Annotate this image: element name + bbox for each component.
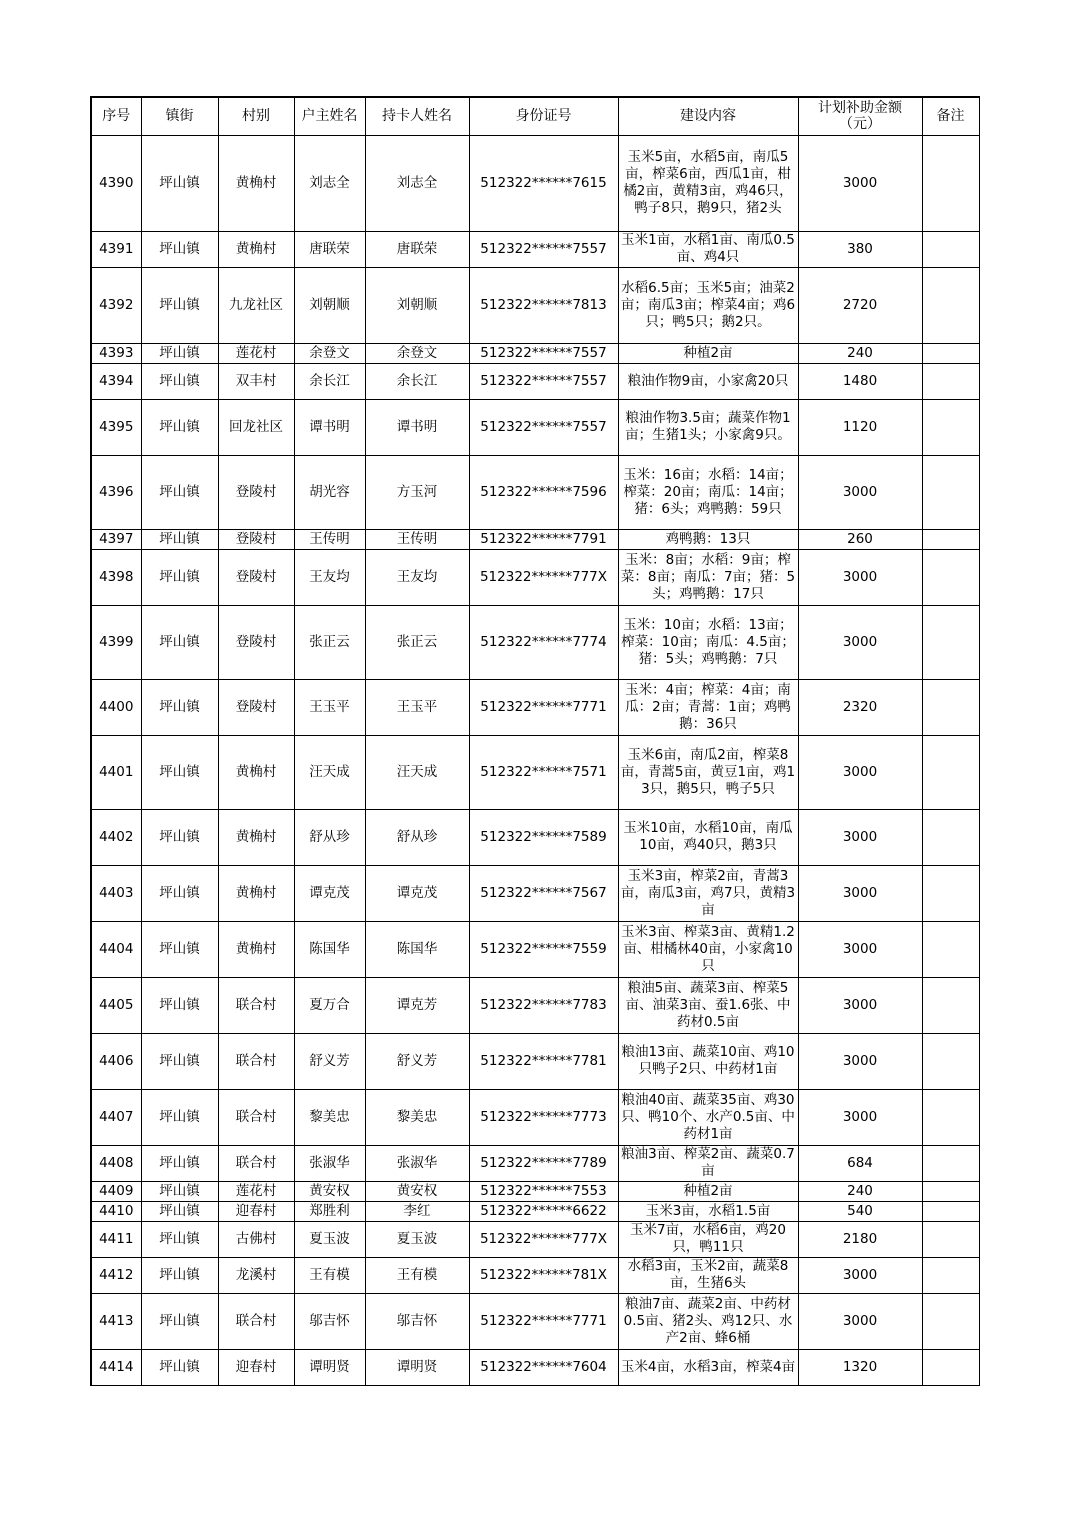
cell-note — [922, 231, 979, 267]
cell-village: 黄桷村 — [218, 135, 294, 231]
cell-content: 玉米4亩，水稻3亩，榨菜4亩 — [618, 1349, 798, 1385]
header-note: 备注 — [922, 97, 979, 135]
cell-content: 玉米1亩，水稻1亩、南瓜0.5亩、鸡4只 — [618, 231, 798, 267]
cell-household-head: 王友均 — [294, 549, 365, 605]
cell-household-head: 邬吉怀 — [294, 1293, 365, 1349]
cell-amount: 540 — [798, 1201, 922, 1221]
cell-village: 黄桷村 — [218, 809, 294, 865]
header-card-holder: 持卡人姓名 — [365, 97, 469, 135]
table-row — [91, 1349, 979, 1385]
cell-household-head: 谭克茂 — [294, 865, 365, 921]
cell-no: 4395 — [91, 399, 141, 455]
cell-village: 登陵村 — [218, 455, 294, 529]
cell-amount: 3000 — [798, 135, 922, 231]
cell-id-number: 512322******7589 — [469, 809, 618, 865]
table-row — [91, 549, 979, 605]
cell-no: 4396 — [91, 455, 141, 529]
cell-town: 坪山镇 — [141, 1257, 218, 1293]
cell-amount: 3000 — [798, 1089, 922, 1145]
cell-content: 玉米3亩，榨菜2亩，青蒿3亩，南瓜3亩，鸡7只，黄精3亩 — [618, 865, 798, 921]
cell-note — [922, 1349, 979, 1385]
cell-content: 种植2亩 — [618, 1181, 798, 1201]
cell-household-head: 舒从珍 — [294, 809, 365, 865]
cell-note — [922, 343, 979, 363]
cell-amount: 3000 — [798, 921, 922, 977]
cell-village: 黄桷村 — [218, 921, 294, 977]
cell-card-holder: 刘志全 — [365, 135, 469, 231]
cell-town: 坪山镇 — [141, 977, 218, 1033]
cell-no: 4412 — [91, 1257, 141, 1293]
cell-note — [922, 135, 979, 231]
cell-village: 登陵村 — [218, 529, 294, 549]
cell-note — [922, 1089, 979, 1145]
table-row — [91, 1145, 979, 1181]
cell-amount: 1120 — [798, 399, 922, 455]
cell-town: 坪山镇 — [141, 343, 218, 363]
cell-id-number: 512322******7553 — [469, 1181, 618, 1201]
cell-id-number: 512322******6622 — [469, 1201, 618, 1221]
cell-content: 玉米：8亩；水稻：9亩；榨菜：8亩；南瓜：7亩；猪：5头；鸡鸭鹅：17只 — [618, 549, 798, 605]
cell-village: 联合村 — [218, 1145, 294, 1181]
table-row — [91, 231, 979, 267]
cell-no: 4399 — [91, 605, 141, 679]
cell-village: 黄桷村 — [218, 231, 294, 267]
header-id-number: 身份证号 — [469, 97, 618, 135]
cell-id-number: 512322******7567 — [469, 865, 618, 921]
cell-household-head: 刘朝顺 — [294, 267, 365, 343]
cell-town: 坪山镇 — [141, 865, 218, 921]
cell-note — [922, 1033, 979, 1089]
cell-household-head: 夏玉波 — [294, 1221, 365, 1257]
cell-no: 4394 — [91, 363, 141, 399]
cell-no: 4402 — [91, 809, 141, 865]
cell-card-holder: 王传明 — [365, 529, 469, 549]
cell-amount: 3000 — [798, 809, 922, 865]
cell-village: 联合村 — [218, 1293, 294, 1349]
cell-amount: 3000 — [798, 735, 922, 809]
cell-id-number: 512322******7791 — [469, 529, 618, 549]
cell-note — [922, 921, 979, 977]
cell-town: 坪山镇 — [141, 267, 218, 343]
header-row — [91, 97, 979, 135]
cell-town: 坪山镇 — [141, 135, 218, 231]
cell-town: 坪山镇 — [141, 1349, 218, 1385]
cell-amount: 3000 — [798, 865, 922, 921]
cell-id-number: 512322******7559 — [469, 921, 618, 977]
cell-card-holder: 谭克茂 — [365, 865, 469, 921]
cell-id-number: 512322******7773 — [469, 1089, 618, 1145]
header-household-head: 户主姓名 — [294, 97, 365, 135]
table-row — [91, 363, 979, 399]
cell-content: 玉米3亩，水稻1.5亩 — [618, 1201, 798, 1221]
cell-note — [922, 977, 979, 1033]
cell-amount: 1480 — [798, 363, 922, 399]
table-row — [91, 1201, 979, 1221]
cell-card-holder: 王玉平 — [365, 679, 469, 735]
cell-id-number: 512322******777X — [469, 1221, 618, 1257]
table-row — [91, 1089, 979, 1145]
cell-town: 坪山镇 — [141, 1033, 218, 1089]
cell-content: 玉米：16亩；水稻：14亩；榨菜：20亩；南瓜：14亩；猪：6头；鸡鸭鹅：59只 — [618, 455, 798, 529]
table-row — [91, 865, 979, 921]
cell-no: 4413 — [91, 1293, 141, 1349]
table-row — [91, 1033, 979, 1089]
cell-content: 水稻3亩，玉米2亩，蔬菜8亩，生猪6头 — [618, 1257, 798, 1293]
cell-id-number: 512322******781X — [469, 1257, 618, 1293]
cell-amount: 2180 — [798, 1221, 922, 1257]
cell-household-head: 王玉平 — [294, 679, 365, 735]
cell-amount: 2320 — [798, 679, 922, 735]
cell-id-number: 512322******7774 — [469, 605, 618, 679]
cell-note — [922, 455, 979, 529]
cell-card-holder: 王有模 — [365, 1257, 469, 1293]
cell-id-number: 512322******777X — [469, 549, 618, 605]
table-row — [91, 1221, 979, 1257]
cell-amount: 2720 — [798, 267, 922, 343]
cell-town: 坪山镇 — [141, 231, 218, 267]
cell-household-head: 胡光容 — [294, 455, 365, 529]
cell-household-head: 余长江 — [294, 363, 365, 399]
cell-id-number: 512322******7557 — [469, 231, 618, 267]
cell-town: 坪山镇 — [141, 1293, 218, 1349]
cell-card-holder: 舒从珍 — [365, 809, 469, 865]
cell-no: 4414 — [91, 1349, 141, 1385]
cell-id-number: 512322******7789 — [469, 1145, 618, 1181]
cell-amount: 3000 — [798, 1257, 922, 1293]
cell-card-holder: 唐联荣 — [365, 231, 469, 267]
cell-card-holder: 舒义芳 — [365, 1033, 469, 1089]
cell-amount: 3000 — [798, 977, 922, 1033]
cell-amount: 1320 — [798, 1349, 922, 1385]
cell-no: 4397 — [91, 529, 141, 549]
cell-note — [922, 605, 979, 679]
cell-village: 回龙社区 — [218, 399, 294, 455]
cell-no: 4390 — [91, 135, 141, 231]
cell-town: 坪山镇 — [141, 399, 218, 455]
cell-village: 联合村 — [218, 1089, 294, 1145]
cell-no: 4401 — [91, 735, 141, 809]
cell-household-head: 唐联荣 — [294, 231, 365, 267]
cell-content: 玉米7亩，水稻6亩，鸡20只，鸭11只 — [618, 1221, 798, 1257]
cell-content: 粮油作物3.5亩；蔬菜作物1亩；生猪1头；小家禽9只。 — [618, 399, 798, 455]
cell-note — [922, 865, 979, 921]
cell-card-holder: 张正云 — [365, 605, 469, 679]
cell-amount: 260 — [798, 529, 922, 549]
cell-village: 登陵村 — [218, 549, 294, 605]
cell-town: 坪山镇 — [141, 1181, 218, 1201]
cell-village: 古佛村 — [218, 1221, 294, 1257]
table-row — [91, 135, 979, 231]
cell-content: 玉米5亩，水稻5亩，南瓜5亩，榨菜6亩，西瓜1亩，柑橘2亩，黄精3亩，鸡46只，鸭子8只，鹅9只，猪2头 — [618, 135, 798, 231]
cell-amount: 240 — [798, 343, 922, 363]
cell-town: 坪山镇 — [141, 455, 218, 529]
cell-town: 坪山镇 — [141, 1221, 218, 1257]
cell-no: 4391 — [91, 231, 141, 267]
cell-town: 坪山镇 — [141, 679, 218, 735]
cell-card-holder: 余登文 — [365, 343, 469, 363]
cell-household-head: 谭书明 — [294, 399, 365, 455]
cell-town: 坪山镇 — [141, 1089, 218, 1145]
table-row — [91, 267, 979, 343]
cell-no: 4393 — [91, 343, 141, 363]
cell-content: 粮油3亩、榨菜2亩、蔬菜0.7亩 — [618, 1145, 798, 1181]
cell-household-head: 舒义芳 — [294, 1033, 365, 1089]
cell-id-number: 512322******7604 — [469, 1349, 618, 1385]
cell-village: 黄桷村 — [218, 735, 294, 809]
table-row — [91, 679, 979, 735]
header-town: 镇街 — [141, 97, 218, 135]
cell-note — [922, 1201, 979, 1221]
cell-village: 联合村 — [218, 977, 294, 1033]
cell-card-holder: 陈国华 — [365, 921, 469, 977]
cell-id-number: 512322******7557 — [469, 399, 618, 455]
cell-id-number: 512322******7615 — [469, 135, 618, 231]
cell-card-holder: 余长江 — [365, 363, 469, 399]
cell-amount: 3000 — [798, 605, 922, 679]
cell-card-holder: 刘朝顺 — [365, 267, 469, 343]
cell-note — [922, 267, 979, 343]
cell-household-head: 张淑华 — [294, 1145, 365, 1181]
cell-content: 粮油作物9亩，小家禽20只 — [618, 363, 798, 399]
cell-no: 4398 — [91, 549, 141, 605]
cell-village: 迎春村 — [218, 1349, 294, 1385]
cell-no: 4405 — [91, 977, 141, 1033]
cell-village: 双丰村 — [218, 363, 294, 399]
cell-village: 莲花村 — [218, 343, 294, 363]
cell-amount: 3000 — [798, 1293, 922, 1349]
cell-card-holder: 黄安权 — [365, 1181, 469, 1201]
header-amount: 计划补助金额（元） — [798, 97, 922, 135]
cell-content: 玉米10亩，水稻10亩，南瓜10亩，鸡40只，鹅3只 — [618, 809, 798, 865]
cell-note — [922, 549, 979, 605]
cell-id-number: 512322******7771 — [469, 1293, 618, 1349]
cell-id-number: 512322******7813 — [469, 267, 618, 343]
cell-card-holder: 张淑华 — [365, 1145, 469, 1181]
cell-village: 登陵村 — [218, 679, 294, 735]
cell-town: 坪山镇 — [141, 529, 218, 549]
cell-id-number: 512322******7783 — [469, 977, 618, 1033]
cell-village: 黄桷村 — [218, 865, 294, 921]
cell-id-number: 512322******7781 — [469, 1033, 618, 1089]
cell-no: 4404 — [91, 921, 141, 977]
cell-note — [922, 529, 979, 549]
cell-id-number: 512322******7557 — [469, 363, 618, 399]
cell-note — [922, 679, 979, 735]
cell-town: 坪山镇 — [141, 1145, 218, 1181]
cell-id-number: 512322******7771 — [469, 679, 618, 735]
cell-household-head: 汪天成 — [294, 735, 365, 809]
cell-household-head: 郑胜利 — [294, 1201, 365, 1221]
cell-household-head: 王传明 — [294, 529, 365, 549]
cell-village: 龙溪村 — [218, 1257, 294, 1293]
cell-town: 坪山镇 — [141, 549, 218, 605]
cell-id-number: 512322******7596 — [469, 455, 618, 529]
cell-village: 登陵村 — [218, 605, 294, 679]
cell-content: 粮油13亩、蔬菜10亩、鸡10只鸭子2只、中药材1亩 — [618, 1033, 798, 1089]
cell-content: 玉米6亩，南瓜2亩，榨菜8亩，青蒿5亩，黄豆1亩，鸡13只，鹅5只，鸭子5只 — [618, 735, 798, 809]
table-row — [91, 605, 979, 679]
cell-note — [922, 1181, 979, 1201]
cell-card-holder: 方玉河 — [365, 455, 469, 529]
table-row — [91, 977, 979, 1033]
table-row — [91, 735, 979, 809]
cell-card-holder: 李红 — [365, 1201, 469, 1221]
cell-no: 4409 — [91, 1181, 141, 1201]
cell-no: 4406 — [91, 1033, 141, 1089]
cell-content: 水稻6.5亩；玉米5亩；油菜2亩；南瓜3亩；榨菜4亩；鸡6只；鸭5只；鹅2只。 — [618, 267, 798, 343]
cell-household-head: 黄安权 — [294, 1181, 365, 1201]
cell-household-head: 谭明贤 — [294, 1349, 365, 1385]
cell-card-holder: 谭书明 — [365, 399, 469, 455]
cell-card-holder: 邬吉怀 — [365, 1293, 469, 1349]
cell-household-head: 王有模 — [294, 1257, 365, 1293]
cell-card-holder: 汪天成 — [365, 735, 469, 809]
cell-note — [922, 735, 979, 809]
cell-amount: 3000 — [798, 1033, 922, 1089]
cell-note — [922, 399, 979, 455]
cell-amount: 684 — [798, 1145, 922, 1181]
cell-card-holder: 谭明贤 — [365, 1349, 469, 1385]
cell-no: 4400 — [91, 679, 141, 735]
cell-content: 玉米：4亩；榨菜：4亩；南瓜：2亩；青蒿：1亩；鸡鸭鹅：36只 — [618, 679, 798, 735]
cell-village: 九龙社区 — [218, 267, 294, 343]
cell-card-holder: 夏玉波 — [365, 1221, 469, 1257]
cell-town: 坪山镇 — [141, 1201, 218, 1221]
table-row — [91, 399, 979, 455]
cell-note — [922, 363, 979, 399]
cell-town: 坪山镇 — [141, 809, 218, 865]
table-row — [91, 529, 979, 549]
cell-content: 种植2亩 — [618, 343, 798, 363]
subsidy-table — [90, 96, 980, 1386]
table-row — [91, 455, 979, 529]
table-row — [91, 1181, 979, 1201]
cell-note — [922, 1257, 979, 1293]
cell-amount: 3000 — [798, 455, 922, 529]
cell-content: 玉米3亩、榨菜3亩、黄精1.2亩、柑橘林40亩，小家禽10只 — [618, 921, 798, 977]
cell-content: 鸡鸭鹅：13只 — [618, 529, 798, 549]
header-village: 村别 — [218, 97, 294, 135]
cell-town: 坪山镇 — [141, 921, 218, 977]
cell-town: 坪山镇 — [141, 363, 218, 399]
cell-card-holder: 谭克芳 — [365, 977, 469, 1033]
cell-content: 粮油7亩、蔬菜2亩、中药材0.5亩、猪2头、鸡12只、水产2亩、蜂6桶 — [618, 1293, 798, 1349]
table-row — [91, 343, 979, 363]
cell-village: 联合村 — [218, 1033, 294, 1089]
cell-no: 4411 — [91, 1221, 141, 1257]
cell-village: 迎春村 — [218, 1201, 294, 1221]
cell-id-number: 512322******7571 — [469, 735, 618, 809]
cell-town: 坪山镇 — [141, 735, 218, 809]
cell-id-number: 512322******7557 — [469, 343, 618, 363]
cell-village: 莲花村 — [218, 1181, 294, 1201]
cell-amount: 380 — [798, 231, 922, 267]
header-no: 序号 — [91, 97, 141, 135]
header-content: 建设内容 — [618, 97, 798, 135]
cell-note — [922, 809, 979, 865]
cell-household-head: 黎美忠 — [294, 1089, 365, 1145]
cell-household-head: 刘志全 — [294, 135, 365, 231]
cell-note — [922, 1221, 979, 1257]
cell-town: 坪山镇 — [141, 605, 218, 679]
cell-content: 粮油40亩、蔬菜35亩、鸡30只、鸭10个、水产0.5亩、中药材1亩 — [618, 1089, 798, 1145]
cell-household-head: 陈国华 — [294, 921, 365, 977]
cell-content: 粮油5亩、蔬菜3亩、榨菜5亩、油菜3亩、蚕1.6张、中药材0.5亩 — [618, 977, 798, 1033]
cell-note — [922, 1145, 979, 1181]
table-row — [91, 921, 979, 977]
table-row — [91, 809, 979, 865]
cell-household-head: 张正云 — [294, 605, 365, 679]
cell-note — [922, 1293, 979, 1349]
cell-amount: 3000 — [798, 549, 922, 605]
cell-no: 4403 — [91, 865, 141, 921]
table-row — [91, 1257, 979, 1293]
cell-household-head: 夏万合 — [294, 977, 365, 1033]
cell-card-holder: 王友均 — [365, 549, 469, 605]
cell-amount: 240 — [798, 1181, 922, 1201]
table-row — [91, 1293, 979, 1349]
cell-no: 4392 — [91, 267, 141, 343]
cell-household-head: 余登文 — [294, 343, 365, 363]
cell-no: 4410 — [91, 1201, 141, 1221]
cell-no: 4407 — [91, 1089, 141, 1145]
cell-no: 4408 — [91, 1145, 141, 1181]
cell-card-holder: 黎美忠 — [365, 1089, 469, 1145]
cell-content: 玉米：10亩；水稻：13亩；榨菜：10亩；南瓜：4.5亩；猪：5头；鸡鸭鹅：7只 — [618, 605, 798, 679]
